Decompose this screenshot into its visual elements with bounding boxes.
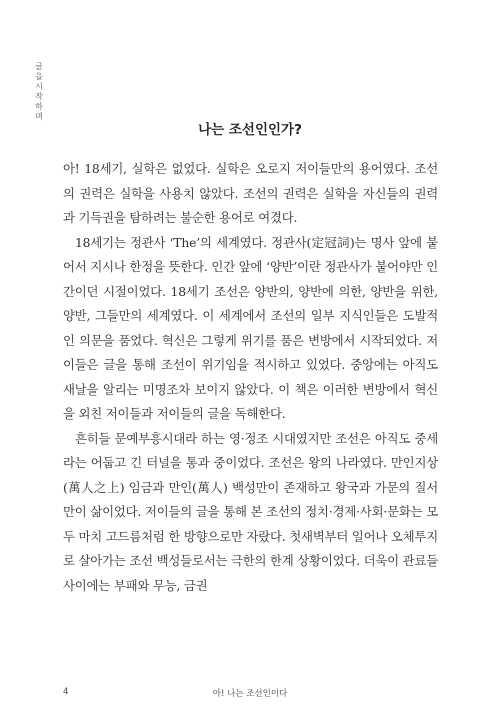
paragraph-1: 아! 18세기, 실학은 없었다. 실학은 오로지 저이들만의 용어였다. 조선의 권력은 실학을 사용치 않았다. 조선의 권력은 실학을 자신들의 권력과 기득권을 탐하려는 불순한 용어로 여겼다. — [63, 161, 438, 225]
page-footer — [0, 687, 500, 701]
section-side-label: 글을 시작하며 — [35, 62, 43, 121]
body-text — [63, 157, 438, 598]
paragraph-2: 18세기는 정관사 ‘The’의 세계였다. 정관사(定冠詞)는 명사 앞에 붙어서 지시나 한정을 뜻한다. 인간 앞에 ‘양반’이란 정관사가 붙어야만 인간이던 시절이었다. 18세기 조선은 양반의, 양반에 의한, 양반을 위한, 양반, 그들만의 세계였다. 이 세계에서 조선의 일부 지식인들은 도발적인 의문을 품었다. 혁신은 그렇게 위기를 품은 변방에서 시작되었다. 저이들은 글을 통해 조선이 위기임을 적시하고 있었다. 중앙에는 아직도 새날을 알리는 미명조차 보이지 않았다. 이 책은 이러한 변방에서 혁신을 외친 저이들과 저이들의 글을 독해한다. — [63, 234, 438, 421]
running-title: 아! 나는 조선인이다 — [212, 689, 288, 699]
chapter-title: 나는 조선인인가? — [198, 122, 302, 138]
page-number: 4 — [63, 687, 69, 697]
paragraph-3: 흔히들 문예부흥시대라 하는 영·정조 시대였지만 조선은 아직도 중세라는 어둡고 긴 터널을 통과 중이었다. 조선은 왕의 나라였다. 만인지상(萬人之上) 임금과 만인(萬人) 백성만이 존재하고 왕국과 가문의 질서만이 삶이었다. 저이들의 글을 통해 본 조선의 정치·경제·사회·문화는 모두 마치 고드름처럼 한 방향으로만 자랐다. 첫새벽부터 일어나 오체투지로 살아가는 조선 백성들로서는 극한의 한계 상황이었다. 더욱이 관료들 사이에는 부패와 무능, 금권 — [63, 430, 438, 593]
